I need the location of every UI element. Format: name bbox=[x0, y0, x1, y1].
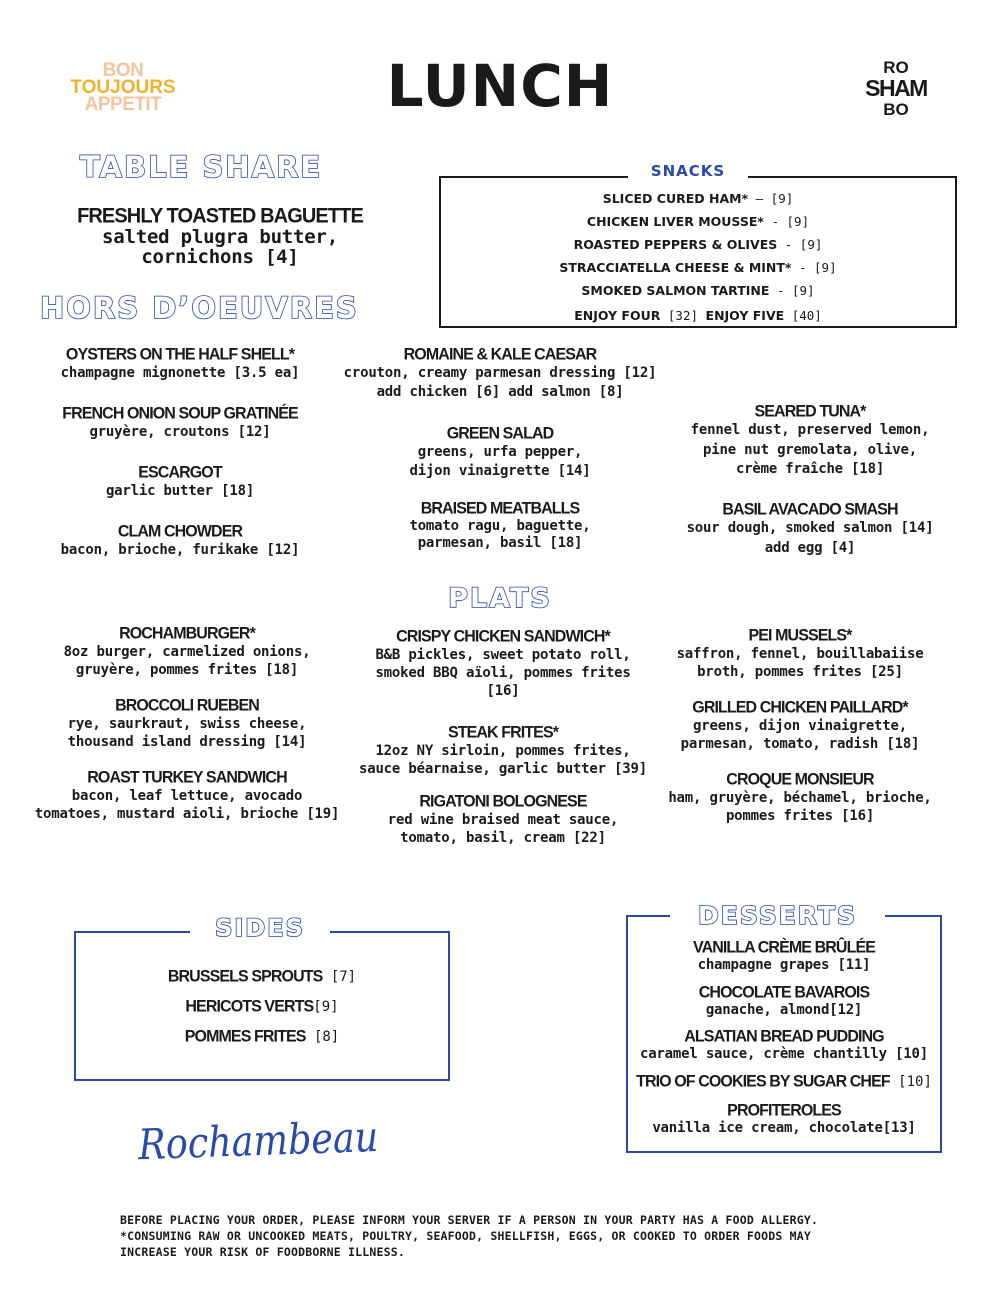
item-name: ROAST TURKEY SANDWICH bbox=[87, 768, 287, 787]
table-share-item bbox=[70, 205, 370, 267]
snack-name: CHICKEN LIVER MOUSSE* bbox=[586, 214, 764, 229]
menu-item bbox=[330, 345, 670, 402]
item-name: VANILLA CRÈME BRÛLÉE bbox=[692, 938, 875, 957]
list-item bbox=[441, 279, 955, 302]
snack-price: - [9] bbox=[769, 283, 815, 298]
table-share-heading: TABLE SHARE bbox=[80, 150, 323, 184]
snacks-heading: SNACKS bbox=[628, 162, 748, 180]
menu-item bbox=[628, 1101, 940, 1136]
item-name: ROCHAMBURGER* bbox=[119, 624, 255, 643]
item-desc: greens, dijon vinaigrette, parmesan, tomato, radish [18] bbox=[680, 718, 920, 752]
hors-doeuvres-heading: HORS D’OEUVRES bbox=[40, 291, 359, 325]
item-desc: sour dough, smoked salmon [14] add egg [4] bbox=[686, 520, 934, 556]
item-name: CROQUE MONSIEUR bbox=[726, 770, 874, 789]
list-item bbox=[441, 256, 955, 279]
item-name: PEI MUSSELS* bbox=[748, 626, 852, 645]
item-name: OYSTERS ON THE HALF SHELL* bbox=[65, 345, 295, 364]
item-desc: greens, urfa pepper, dijon vinaigrette [14] bbox=[409, 444, 591, 479]
combo-five-label: ENJOY FIVE bbox=[705, 308, 785, 323]
disclaimer-line: INCREASE YOUR RISK OF FOODBORNE ILLNESS. bbox=[120, 1245, 405, 1259]
menu-item bbox=[628, 938, 940, 973]
item-name: CLAM CHOWDER bbox=[117, 522, 243, 541]
menu-item bbox=[650, 626, 950, 681]
list-item bbox=[76, 992, 448, 1022]
disclaimer-line: BEFORE PLACING YOUR ORDER, PLEASE INFORM YOUR SERVER IF A PERSON IN YOUR PARTY HAS A FOOD ALLERGY. bbox=[120, 1213, 819, 1227]
item-desc: champagne grapes [11] bbox=[697, 957, 871, 973]
logo-line-toujours: TOUJOURS bbox=[70, 77, 176, 98]
item-price: [7] bbox=[322, 969, 357, 985]
item-name: SEARED TUNA* bbox=[754, 402, 866, 421]
item-name: GREEN SALAD bbox=[446, 424, 554, 443]
item-name: GRILLED CHICKEN PAILLARD* bbox=[692, 698, 908, 717]
menu-item bbox=[350, 499, 650, 552]
item-name: BRUSSELS SPROUTS bbox=[167, 967, 323, 986]
menu-item bbox=[350, 424, 650, 481]
logo-line-bon: BON bbox=[102, 60, 144, 81]
menu-item bbox=[353, 792, 653, 847]
plats-heading: PLATS bbox=[448, 583, 552, 614]
logo-line-sham: SHAM bbox=[865, 75, 927, 101]
signature-text: Rochambeau bbox=[137, 1110, 390, 1170]
item-desc: 8oz burger, carmelized onions, gruyère, pommes frites [18] bbox=[63, 644, 311, 678]
item-desc: crouton, creamy parmesan dressing [12] add chicken [6] add salmon [8] bbox=[343, 365, 657, 400]
item-name: TRIO OF COOKIES BY SUGAR CHEF bbox=[636, 1072, 890, 1091]
item-name: CHOCOLATE BAVAROIS bbox=[698, 983, 870, 1002]
item-name: BROCCOLI RUEBEN bbox=[115, 696, 259, 715]
menu-item bbox=[30, 345, 330, 382]
item-desc: tomato ragu, baguette, parmesan, basil [18] bbox=[409, 518, 591, 551]
item-desc: vanilla ice cream, chocolate[13] bbox=[652, 1120, 916, 1136]
item-desc: gruyère, croutons [12] bbox=[89, 424, 271, 440]
item-desc: ganache, almond[12] bbox=[705, 1002, 863, 1018]
combo-four-price: [32] bbox=[660, 308, 706, 323]
menu-item bbox=[618, 1072, 950, 1091]
combo-four-label: ENJOY FOUR bbox=[574, 308, 661, 323]
item-name: RIGATONI BOLOGNESE bbox=[419, 792, 587, 811]
desserts-heading: DESSERTS bbox=[670, 901, 885, 930]
snack-price: - [9] bbox=[763, 214, 810, 229]
item-desc: salted plugra butter, cornichons [4] bbox=[101, 226, 339, 268]
menu-item bbox=[30, 522, 330, 559]
item-desc: rye, saurkraut, swiss cheese, thousand island dressing [14] bbox=[67, 716, 307, 750]
menu-item bbox=[30, 404, 330, 441]
combo-five-price: [40] bbox=[784, 308, 822, 323]
menu-item bbox=[30, 463, 330, 500]
item-name: PROFITEROLES bbox=[727, 1101, 841, 1120]
item-name: STEAK FRITES* bbox=[447, 723, 559, 742]
disclaimer-line: *CONSUMING RAW OR UNCOOKED MEATS, POULTRY, SEAFOOD, SHELLFISH, EGGS, OR COOKED TO ORDER FOODS MAY bbox=[120, 1229, 811, 1243]
bon-toujours-appetit-logo bbox=[58, 62, 188, 113]
list-item bbox=[441, 233, 955, 256]
snack-name: STRACCIATELLA CHEESE & MINT* bbox=[559, 260, 792, 275]
logo-line-ro: RO bbox=[883, 58, 909, 77]
snack-price: - [9] bbox=[777, 237, 823, 252]
item-desc: garlic butter [18] bbox=[105, 483, 255, 499]
item-name: FRENCH ONION SOUP GRATINÉE bbox=[62, 404, 298, 423]
snack-price: – [9] bbox=[748, 191, 794, 206]
item-name: POMMES FRITES bbox=[184, 1027, 306, 1046]
sides-heading: SIDES bbox=[190, 914, 330, 942]
page-title: LUNCH bbox=[386, 52, 614, 120]
item-name: HERICOTS VERTS bbox=[185, 997, 314, 1016]
list-item bbox=[76, 962, 448, 992]
menu-item bbox=[353, 627, 653, 700]
menu-item bbox=[660, 402, 960, 480]
menu-item bbox=[37, 696, 337, 751]
snack-name: SMOKED SALMON TARTINE bbox=[581, 283, 770, 298]
sides-list bbox=[76, 962, 448, 1052]
snack-name: ROASTED PEPPERS & OLIVES bbox=[573, 237, 778, 252]
item-desc: B&B pickles, sweet potato roll, smoked BBQ aïoli, pommes frites [16] bbox=[375, 647, 631, 699]
item-name: ESCARGOT bbox=[138, 463, 222, 482]
item-desc: caramel sauce, crème chantilly [10] bbox=[639, 1046, 928, 1062]
item-name: CRISPY CHICKEN SANDWICH* bbox=[396, 627, 610, 646]
snack-name: SLICED CURED HAM* bbox=[602, 191, 749, 206]
item-desc: fennel dust, preserved lemon, pine nut gremolata, olive, crème fraîche [18] bbox=[690, 422, 930, 477]
item-desc: bacon, brioche, furikake [12] bbox=[60, 542, 300, 558]
item-desc: saffron, fennel, bouillabaiise broth, pommes frites [25] bbox=[676, 646, 924, 680]
list-item bbox=[441, 187, 955, 210]
item-name: BRAISED MEATBALLS bbox=[420, 499, 580, 518]
item-name: ROMAINE & KALE CAESAR bbox=[403, 345, 597, 364]
rochambeau-signature bbox=[130, 1095, 390, 1175]
item-desc: 12oz NY sirloin, pommes frites, sauce béarnaise, garlic butter [39] bbox=[358, 743, 647, 777]
item-price: [9] bbox=[313, 999, 339, 1015]
list-item bbox=[441, 210, 955, 233]
menu-item bbox=[650, 698, 950, 753]
snacks-list bbox=[441, 187, 955, 327]
snack-combo bbox=[441, 304, 955, 327]
item-price: [10] bbox=[889, 1074, 932, 1090]
menu-item bbox=[37, 624, 337, 679]
snack-price: - [9] bbox=[791, 260, 837, 275]
logo-line-bo: BO bbox=[883, 100, 909, 119]
menu-item bbox=[640, 770, 960, 825]
item-price: [8] bbox=[305, 1029, 340, 1045]
item-desc: red wine braised meat sauce, tomato, basil, cream [22] bbox=[387, 812, 619, 846]
list-item bbox=[76, 1022, 448, 1052]
menu-item bbox=[333, 723, 673, 778]
item-desc: bacon, leaf lettuce, avocado tomatoes, mustard aioli, brioche [19] bbox=[34, 788, 340, 822]
allergy-disclaimer bbox=[120, 1212, 940, 1260]
item-desc: champagne mignonette [3.5 ea] bbox=[60, 365, 300, 381]
menu-item bbox=[628, 983, 940, 1018]
roshambo-logo bbox=[860, 58, 932, 119]
item-desc: ham, gruyère, béchamel, brioche, pommes frites [16] bbox=[668, 790, 932, 824]
item-name: FRESHLY TOASTED BAGUETTE bbox=[77, 204, 363, 228]
menu-item bbox=[660, 500, 960, 558]
item-name: ALSATIAN BREAD PUDDING bbox=[684, 1027, 884, 1046]
logo-line-appetit: APPETIT bbox=[84, 94, 162, 115]
signature-graphic bbox=[130, 1095, 390, 1175]
menu-item bbox=[618, 1027, 950, 1062]
menu-item bbox=[17, 768, 357, 823]
item-name: BASIL AVACADO SMASH bbox=[722, 500, 898, 519]
